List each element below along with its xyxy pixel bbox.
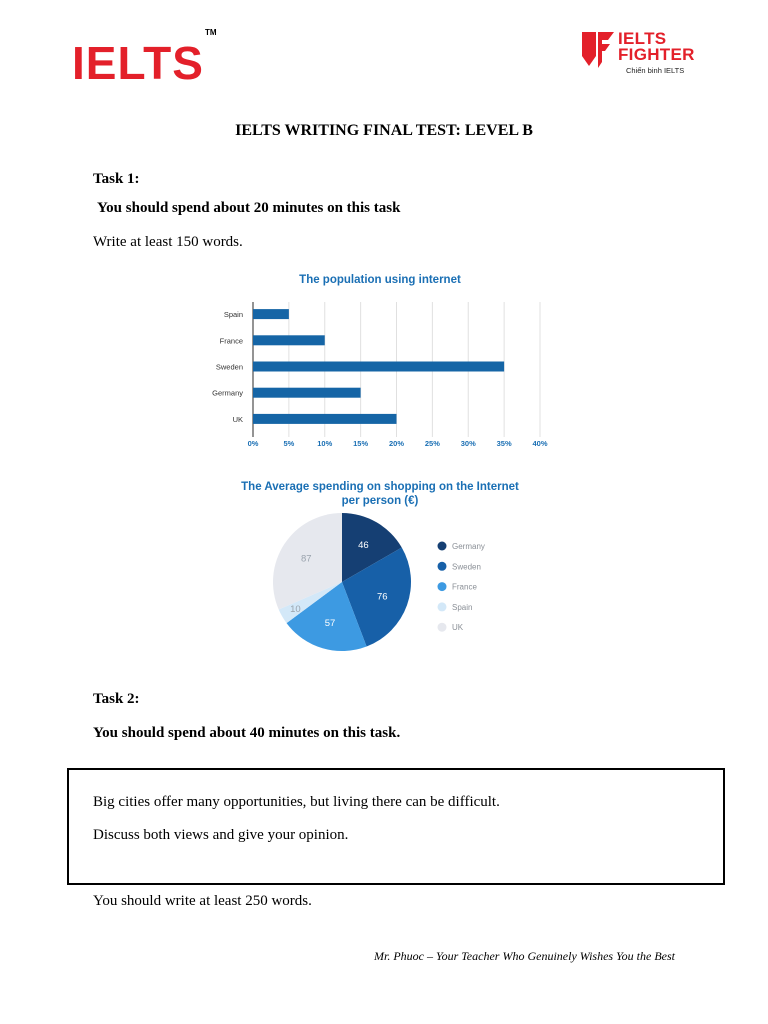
legend-label-spain: Spain bbox=[452, 602, 473, 612]
task2-heading: Task 2: bbox=[93, 691, 140, 707]
pie-chart-title bbox=[200, 480, 560, 508]
ielts-logo-text: IELTS bbox=[72, 37, 204, 89]
bar-chart-title: The population using internet bbox=[299, 274, 461, 286]
ielts-logo bbox=[72, 27, 217, 89]
pie-slice-label: 10 bbox=[290, 603, 301, 615]
fighter-logo-text bbox=[618, 31, 695, 63]
task2-prompt-line1: Big cities offer many opportunities, but living there can be difficult. bbox=[93, 794, 500, 810]
task1-time-note: You should spend about 20 minutes on this task bbox=[97, 200, 401, 216]
fighter-shield-icon bbox=[580, 30, 616, 74]
task2-time-note: You should spend about 40 minutes on this task. bbox=[93, 725, 401, 741]
pie-chart bbox=[260, 512, 520, 662]
bar-x-tick-label: 25% bbox=[424, 439, 440, 448]
bar-category-label: Germany bbox=[212, 388, 243, 398]
bar-x-tick-label: 35% bbox=[496, 439, 512, 448]
bar-category-label: Sweden bbox=[215, 362, 243, 372]
bar-sweden bbox=[253, 362, 504, 372]
fighter-logo-line1: IELTS bbox=[618, 29, 667, 48]
task1-word-note: Write at least 150 words. bbox=[93, 234, 243, 250]
task2-prompt-line2: Discuss both views and give your opinion. bbox=[93, 827, 349, 843]
bar-category-label: Spain bbox=[223, 310, 243, 320]
pie-chart-title-line1: The Average spending on shopping on the Internet bbox=[241, 481, 519, 493]
legend-label-germany: Germany bbox=[452, 542, 485, 551]
bar-x-tick-label: 15% bbox=[353, 439, 369, 448]
bar-chart bbox=[190, 290, 570, 460]
legend-label-uk: UK bbox=[452, 623, 464, 633]
legend-label-sweden: Sweden bbox=[452, 562, 481, 572]
pie-slice-label: 76 bbox=[377, 591, 388, 603]
bar-x-tick-label: 10% bbox=[317, 439, 333, 448]
task2-word-note: You should write at least 250 words. bbox=[93, 893, 312, 909]
legend-swatch-germany bbox=[438, 542, 447, 551]
bar-spain bbox=[253, 309, 289, 319]
page-title: IELTS WRITING FINAL TEST: LEVEL B bbox=[235, 122, 533, 139]
pie-chart-title-line2: per person (€) bbox=[341, 495, 419, 507]
bar-uk bbox=[253, 414, 397, 424]
legend-label-france: France bbox=[452, 582, 477, 592]
bar-x-tick-label: 40% bbox=[532, 439, 548, 448]
legend-swatch-spain bbox=[438, 602, 447, 611]
bar-category-label: UK bbox=[232, 414, 243, 424]
pie-slice-label: 57 bbox=[324, 618, 336, 630]
task2-prompt-box bbox=[67, 768, 725, 885]
legend-swatch-uk bbox=[438, 623, 447, 632]
bar-x-tick-label: 20% bbox=[388, 439, 405, 448]
fighter-logo-line2: FIGHTER bbox=[618, 45, 695, 64]
trademark-mark: TM bbox=[204, 27, 217, 37]
bar-x-tick-label: 5% bbox=[283, 439, 295, 448]
bar-x-tick-label: 0% bbox=[247, 439, 259, 448]
pie-slice-label: 46 bbox=[358, 539, 369, 551]
footer-signature: Mr. Phuoc – Your Teacher Who Genuinely Wishes You the Best bbox=[374, 949, 675, 963]
legend-swatch-sweden bbox=[438, 562, 447, 571]
bar-category-label: France bbox=[219, 336, 243, 346]
pie-slice-label: 87 bbox=[300, 553, 312, 565]
fighter-logo-subtitle: Chiến binh IELTS bbox=[626, 66, 685, 75]
bar-france bbox=[253, 335, 325, 345]
bar-x-tick-label: 30% bbox=[460, 439, 476, 448]
ielts-fighter-logo bbox=[580, 30, 720, 76]
bar-germany bbox=[253, 388, 361, 398]
legend-swatch-france bbox=[438, 582, 447, 591]
task1-heading: Task 1: bbox=[93, 171, 140, 187]
